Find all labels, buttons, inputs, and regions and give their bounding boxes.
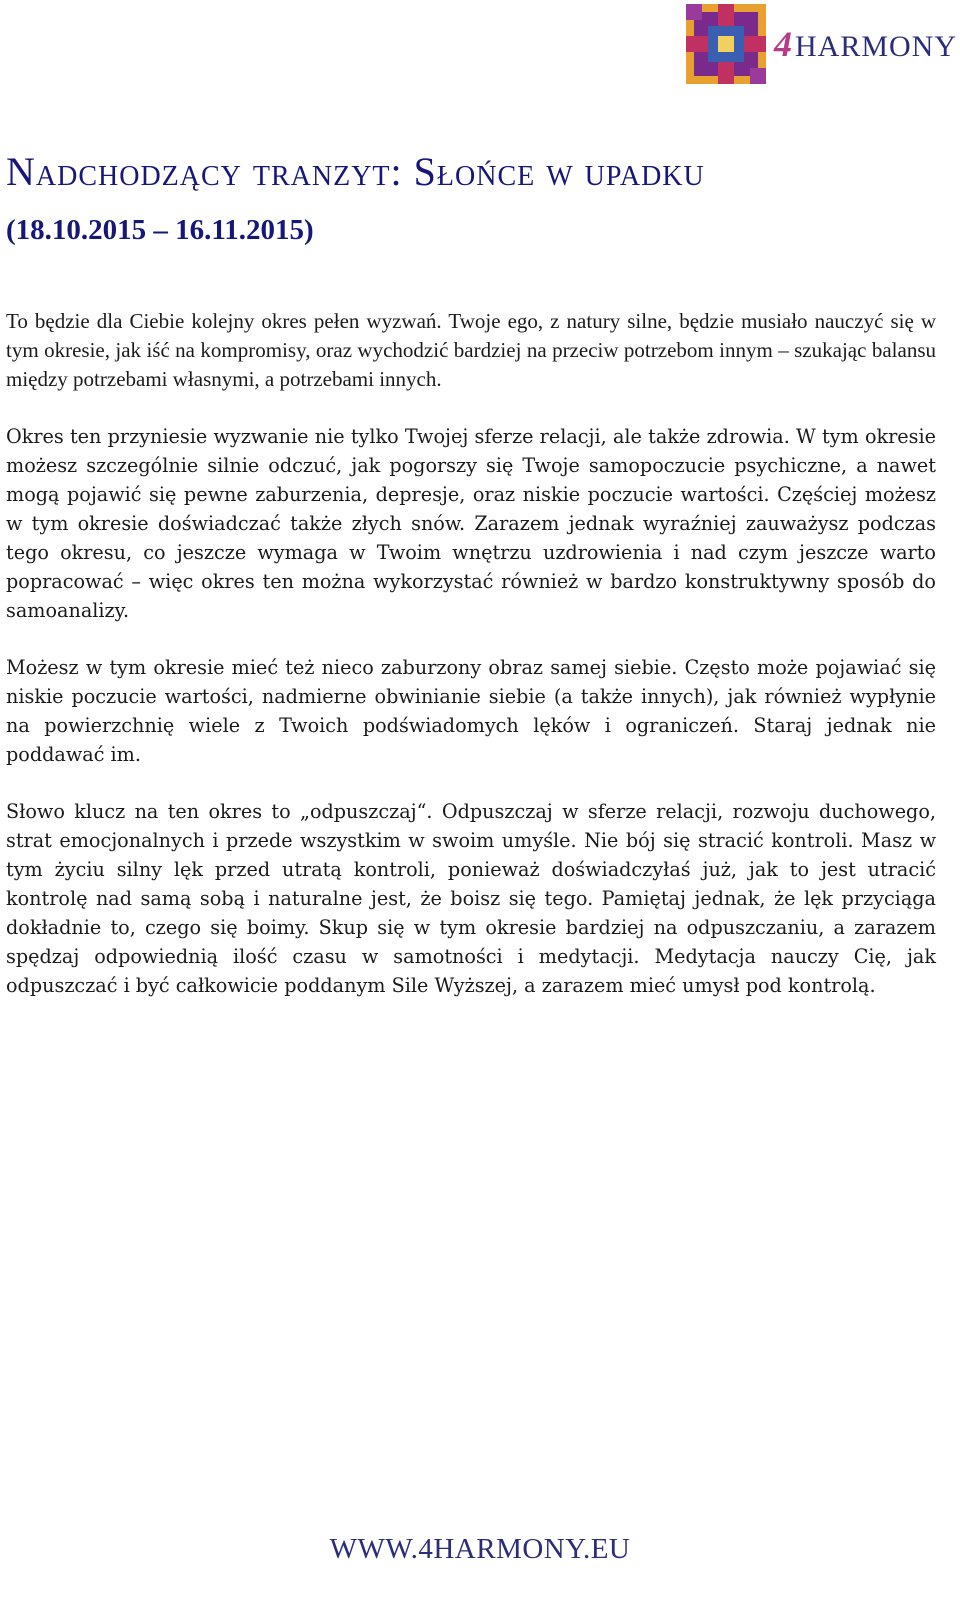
article-body [6,307,936,1028]
paragraph: To będzie dla Ciebie kolejny okres pełen wyzwań. Twoje ego, z natury silne, będzie musiało nauczyć się w tym okresie, jak iść na kompromisy, oraz wychodzić bardziej na przeciw potrzebom innym – szukając balansu między potrzebami własnymi, a potrzebami innych. [6,309,936,391]
footer-url[interactable]: WWW.4HARMONY.EU [329,1533,631,1565]
paragraph: Możesz w tym okresie mieć też nieco zaburzony obraz samej siebie. Często może pojawiać się niskie poczucie wartości, nadmierne obwinianie siebie (a także innych), jak również wypłynie na powierzchnię wiele z Twoich podświadomych lęków i ograniczeń. Staraj jednak nie poddawać im. [6,656,936,766]
paragraph: Okres ten przyniesie wyzwanie nie tylko Twojej sferze relacji, ale także zdrowia. W tym okresie możesz szczególnie silnie odczuć, jak pogorszy się Twoje samopoczucie psychiczne, a nawet mogą pojawić się pewne zaburzenia, depresje, oraz niskie poczucie wartości. Częściej możesz w tym okresie doświadczać także złych snów. Zarazem jednak wyraźniej zauważysz podczas tego okresu, co jeszcze wymaga w Twoim wnętrzu uzdrowienia i nad czym jeszcze warto popracować – więc okres ten można wykorzystać również w bardzo konstruktywny sposób do samoanalizy. [6,425,936,622]
brand-name [774,23,957,65]
paragraph: Słowo klucz na ten okres to „odpuszczaj“. Odpuszczaj w sferze relacji, rozwoju duchowego, strat emocjonalnych i przede wszystkim w swoim umyśle. Nie bój się stracić kontroli. Masz w tym życiu silny lęk przed utratą kontroli, ponieważ doświadczyłaś już, jak to jest utracić kontrolę nad samą sobą i naturalne jest, że boisz się tego. Pamiętaj jednak, że lęk przyciąga dokładnie to, czego się boimy. Skup się w tym okresie bardziej na odpuszczaniu, a zarazem spędzaj odpowiednią ilość czasu w samotności i medytacji. Medytacja nauczy Cię, jak odpuszczać i być całkowicie poddanym Sile Wyższej, a zarazem mieć umysł pod kontrolą. [6,800,936,997]
page-title: Nadchodzący tranzyt: Słońce w upadku [6,149,705,194]
date-range: (18.10.2015 – 16.11.2015) [6,214,314,246]
brand-word: HARMONY [795,30,958,63]
brand-logo [684,0,958,88]
square-mandala-icon [684,2,768,86]
brand-prefix: 4 [774,24,793,64]
